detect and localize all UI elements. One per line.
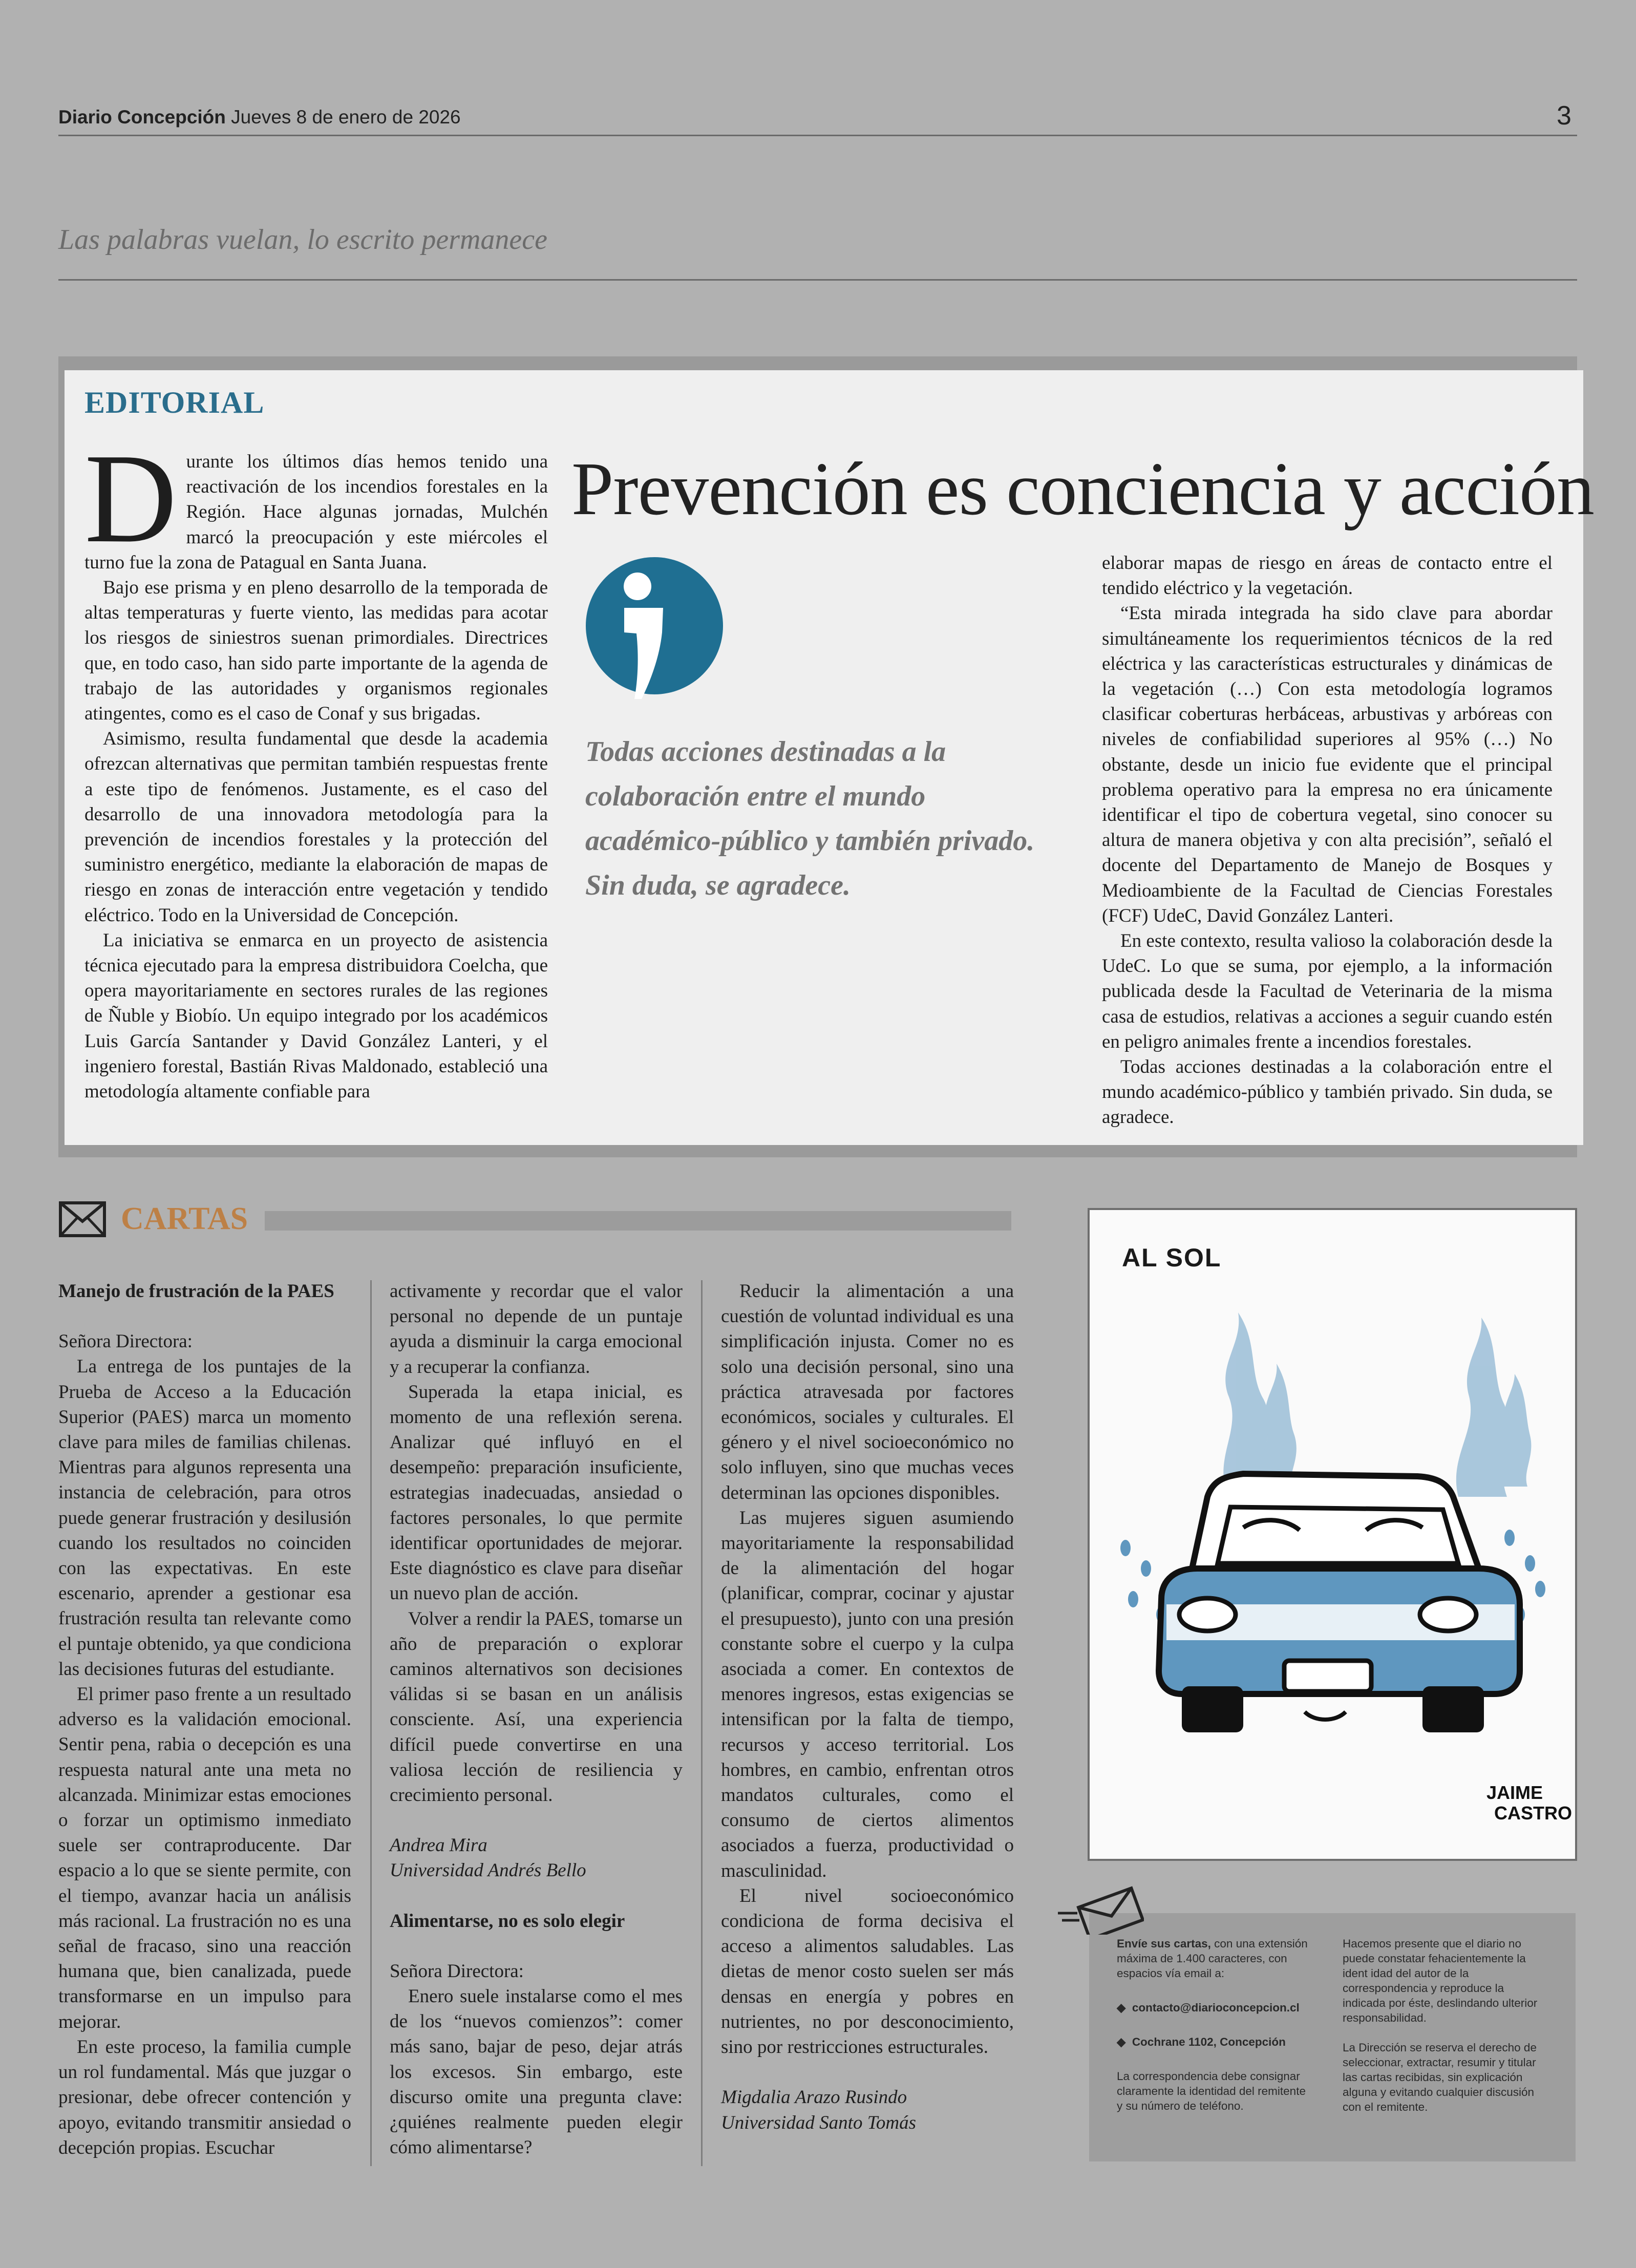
letters-column-1: [58, 1279, 351, 2160]
brand-name: Diario Concepción: [58, 107, 226, 128]
letter-author: Andrea Mira: [390, 1835, 487, 1856]
editorial-column-1: [84, 428, 548, 1104]
editorial-label: EDITORIAL: [84, 386, 265, 419]
letter-institution: Universidad Santo Tomás: [721, 2112, 917, 2133]
contact-address: Cochrane 1102, Concepción: [1132, 2036, 1286, 2048]
editorial-column-3: [1102, 550, 1553, 1130]
info-rights: La Dirección se reserva el derecho de seleccionar, extractar, resumir y titular las cartas recibidas, sin explicación alguna y evitando cualquier discusión con el remitente.: [1343, 2041, 1537, 2113]
letter-paragraph: El primer paso frente a un resultado adverso es la validación emocional. Sentir pena, rabia o decepción es una respuesta natural ante una meta no alcanzada. Minimizar estas emociones o forzar un optimismo inmediato suele ser contraproducente. Dar espacio a lo que se siente permite, con el tiempo, avanzar hacia un análisis más racional. La frustración no es una señal de fracaso, sino una reacción humana que, bien canalizada, puede transformarse en un impulso para mejorar.: [58, 1684, 351, 2032]
signature-line-2: CASTRO: [1494, 1803, 1572, 1824]
letter-paragraph: Superada la etapa inicial, es momento de una reflexión serena. Analizar qué influyó en el desempeño: preparación insuficiente, estrategias inadecuadas, ansiedad o factores personales, lo que permite identificar oportunidades de mejorar. Este diagnóstico es clave para diseñar un nuevo plan de acción.: [390, 1381, 683, 1604]
editorial-lead-text: urante los últimos días hemos tenido una reactivación de los incendios forestales en la Región. Hace algunas jornadas, Mulchén marcó la preocupación y este miércoles el turno fue la zona de Patagual en Santa Juana.: [84, 451, 548, 573]
editorial-paragraph: Bajo ese prisma y en pleno desarrollo de la temporada de altas temperaturas y fuerte viento, las medidas para acotar los riesgos de siniestros suenan primordiales. Directrices que, en todo caso, han sido parte importante de la agenda de trabajo de las autoridades y organismos regionales atingentes, como es el caso de Conaf y sus brigadas.: [84, 577, 548, 725]
cartoon-title: AL SOL: [1122, 1243, 1222, 1272]
info-lead-rest: con una extensión máxima de 1.400 caracteres, con espacios vía email a:: [1117, 1937, 1308, 1980]
letter-salutation: Señora Directora:: [58, 1331, 193, 1352]
info-left-column: [1117, 1936, 1311, 2113]
info-disclaimer: Hacemos presente que el diario no puede constatar fehacientemente la ident idad del autor de la correspondencia y reproduce la indicada por éste, deslindando ulterior responsabilidad.: [1343, 1937, 1538, 2024]
letter-paragraph: Enero suele instalarse como el mes de los “nuevos comienzos”: comer más sano, bajar de peso, dejar atrás los excesos. Sin embargo, este discurso omite una pregunta clave: ¿quiénes realmente pueden elegir cómo alimentarse?: [390, 1986, 683, 2158]
signature-line-1: JAIME: [1486, 1782, 1543, 1803]
tagline-rule: [58, 279, 1577, 281]
letter-paragraph: activamente y recordar que el valor personal no depende de un puntaje ayuda a disminuir la carga emocional y a recuperar la confianza.: [390, 1281, 683, 1377]
editorial-paragraph: Asimismo, resulta fundamental que desde la academia ofrezcan alternativas que permitan también respuestas frente a este tipo de fenómenos. Justamente, es el caso del desarrollo de una innovadora metodología para la prevención de incendios forestales y la protección del suministro energético, mediante la elaboración de mapas de riesgo en zonas de interacción entre vegetación y tendido eléctrico. Todo en la Universidad de Concepción.: [84, 728, 548, 926]
letter-paragraph: Reducir la alimentación a una cuestión de voluntad individual es una simplificación injusta. Comer no es solo una decisión personal, sino una práctica atravesada por factores económicos, sociales y culturales. El género y el nivel socioeconómico no solo influyen, sino que muchas veces determinan las opciones disponibles.: [721, 1281, 1014, 1503]
letters-column-2: [390, 1279, 683, 2160]
letter-paragraph: La entrega de los puntajes de la Prueba de Acceso a la Educación Superior (PAES) marca un momento clave para miles de familias chilenas. Mientras para algunos representa una instancia de celebración, para otros puede generar frustración y desilusión cuando los resultados no coinciden con las expectativas. En este escenario, aprender a gestionar esa frustración resulta tan relevante como el puntaje obtenido, ya que condiciona las decisiones futuras del estudiante.: [58, 1356, 351, 1680]
envelope-icon: [58, 1201, 107, 1238]
info-right-column: [1343, 1936, 1550, 2114]
column-divider: [370, 1280, 372, 2166]
editorial-paragraph: [84, 428, 548, 575]
page-number: 3: [1557, 101, 1571, 131]
editorial-paragraph: Todas acciones destinadas a la colaboración entre el mundo académico-público y también privado. Sin duda, se agradece.: [1102, 1056, 1553, 1128]
issue-date: Jueves 8 de enero de 2026: [231, 107, 461, 128]
cartoon-car-illustration: [1090, 1210, 1575, 1859]
letter-paragraph: Las mujeres siguen asumiendo mayoritariamente la responsabilidad de la alimentación del hogar (planificar, comprar, cocinar y ajustar el presupuesto), junto con una presión constante sobre el cuerpo y la culpa asociada a comer. En contextos de menores ingresos, estas exigencias se intensifican por la falta de tiempo, recursos y acceso territorial. Los hombres, en cambio, enfrentan otros mandatos culturales, como el consumo de ciertos alimentos asociados a fuerza, productividad o masculinidad.: [721, 1507, 1014, 1881]
cartas-section-label: CARTAS: [121, 1201, 248, 1236]
header-rule: [58, 135, 1577, 136]
letter-paragraph: El nivel socioeconómico condiciona de forma decisiva el acceso a alimentos saludables. Las dietas de menor costo suelen ser más densas en energía y pobres en nutrientes, no por desconocimiento, sino por restricciones estructurales.: [721, 1885, 1014, 2058]
drop-cap: D: [84, 428, 177, 569]
car-icon: [1159, 1474, 1520, 1732]
letter-salutation: Señora Directora:: [390, 1960, 524, 1982]
letter-paragraph: Volver a rendir la PAES, tomarse un año de preparación o explorar caminos alternativos son decisiones válidas si se basan en un análisis consciente. Así, una experiencia difícil puede convertirse en una valiosa lección de resiliencia y crecimiento personal.: [390, 1608, 683, 1806]
column-divider: [701, 1280, 703, 2166]
contact-email-line: ◆ contacto@diarioconcepcion.cl: [1117, 2001, 1300, 2014]
editorial-paragraph: La iniciativa se enmarca en un proyecto de asistencia técnica ejecutado para la empresa distribuidora Coelcha, que opera mayoritariamente en sectores rurales de las regiones de Ñuble y Biobío. Un equipo integrado por los académicos Luis García Santander y David González Lanteri, y el ingeniero forestal, Bastián Rivas Maldonado, estableció una metodología altamente confiable para: [84, 929, 548, 1103]
letter-title: Alimentarse, no es solo elegir: [390, 1910, 625, 1932]
info-lead: Envíe sus cartas,: [1117, 1937, 1211, 1950]
pull-quote: Todas acciones destinadas a la colaboración entre el mundo académico-público y también privado. Sin duda, se agradece.: [585, 736, 1035, 901]
contact-email-link[interactable]: contacto@diarioconcepcion.cl: [1132, 2001, 1300, 2014]
heat-plume-icon: [1223, 1312, 1531, 1497]
cartas-header-bar: [265, 1211, 1011, 1231]
editorial-paragraph: “Esta mirada integrada ha sido clave para abordar simultáneamente los requerimientos técnicos de la red eléctrica y las características estructurales y dinámicas de la vegetación (…) Con esta metodología logramos clasificar coberturas herbáceas, arbustivas y arbóreas con niveles de confiabilidad superiores al 95% (…) No obstante, desde un inicio fue evidente que el principal problema operativo para la empresa no era únicamente identificar el tipo de cobertura vegetal, sino conocer su altura de manera objetiva y con alta precisión”, señaló el docente del Departamento de Manejo de Bosques y Medioambiente de la Facultad de Ciencias Forestales (FCF) UdeC, David González Lanteri.: [1102, 603, 1553, 926]
masthead: [58, 107, 461, 128]
send-letter-icon: [1057, 1885, 1144, 1935]
letters-column-3: [721, 1279, 1014, 2135]
editorial-headline: Prevención es conciencia y acción: [571, 447, 1594, 531]
section-tagline: Las palabras vuelan, lo escrito permanece: [58, 224, 547, 256]
info-logo-icon: [585, 556, 724, 699]
editorial-paragraph: En este contexto, resulta valioso la colaboración desde la UdeC. Lo que se suma, por ejemplo, a la información publicada desde la Facultad de Veterinaria de la misma casa de estudios, relativas a acciones a seguir cuando estén en peligro animales frente a incendios forestales.: [1102, 930, 1553, 1052]
letter-author: Migdalia Arazo Rusindo: [721, 2087, 907, 2108]
contact-address-line: ◆ Cochrane 1102, Concepción: [1117, 2036, 1286, 2048]
info-intro: [1117, 1936, 1311, 1981]
cartoonist-signature: [1486, 1782, 1572, 1824]
info-note: La correspondencia debe consignar claramente la identidad del remitente y su número de teléfono.: [1117, 2070, 1306, 2112]
letter-title: Manejo de frustración de la PAES: [58, 1281, 334, 1302]
letter-paragraph: En este proceso, la familia cumple un rol fundamental. Más que juzgar o presionar, debe ofrecer contención y apoyo, evitando transmitir ansiedad o decepción propias. Escuchar: [58, 2036, 351, 2158]
editorial-paragraph: elaborar mapas de riesgo en áreas de contacto entre el tendido eléctrico y la vegetación.: [1102, 553, 1553, 599]
letter-institution: Universidad Andrés Bello: [390, 1860, 586, 1881]
